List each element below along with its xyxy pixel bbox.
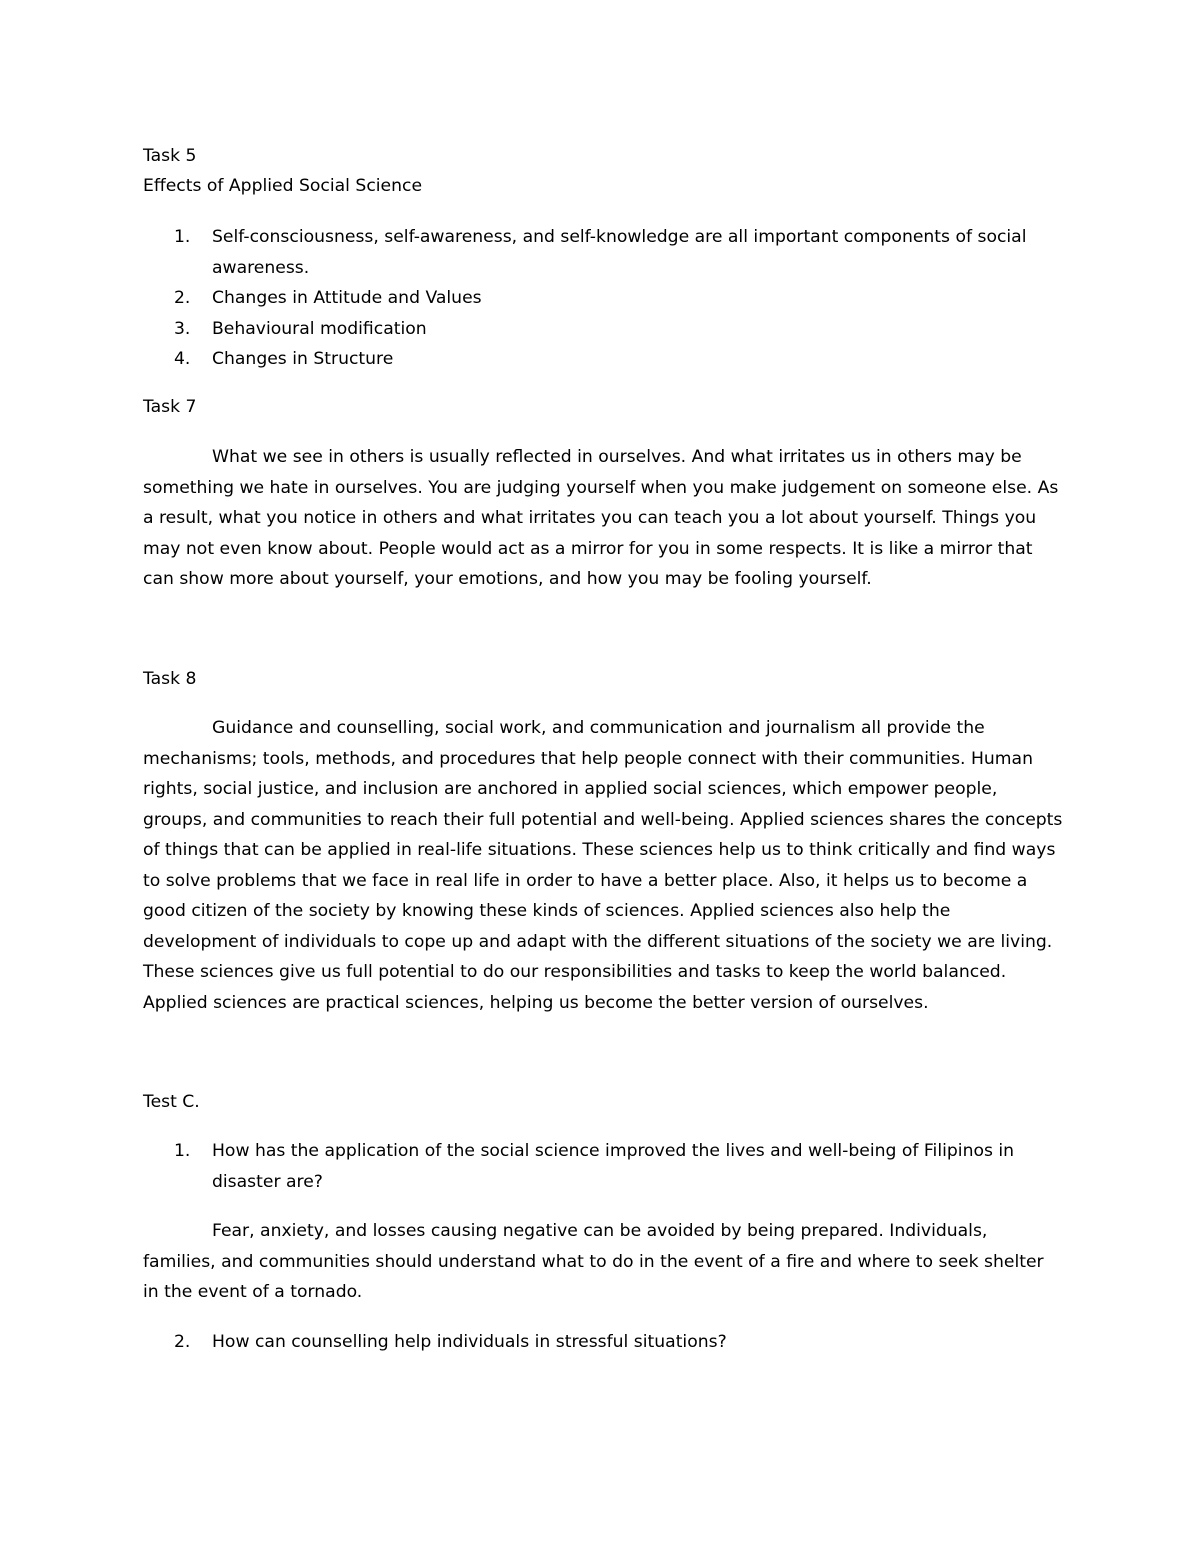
task7-paragraph-block xyxy=(143,442,1063,595)
list-item xyxy=(143,344,1063,375)
testc-answer-1-block xyxy=(143,1216,1063,1308)
testc-heading: Test C. xyxy=(143,1092,200,1112)
list-item xyxy=(143,1327,1063,1358)
list-item-number: 1. xyxy=(174,1141,191,1161)
task5-subheading: Effects of Applied Social Science xyxy=(143,176,423,196)
list-item-number: 4. xyxy=(174,349,191,369)
task5-list xyxy=(143,222,1063,375)
testc-question-2 xyxy=(143,1327,1063,1358)
list-item xyxy=(143,222,1063,283)
list-item xyxy=(143,283,1063,314)
list-item-number: 3. xyxy=(174,318,191,339)
task8-paragraph: Guidance and counselling, social work, and communication and journalism all provide the mechanisms; tools, methods, and procedures that help people connect with their communities. Human rights, social justice, and inclusion are anchored in applied social sciences, which empower people, groups, and communities to reach their full potential and well-being. Applied sciences shares the concepts of things that can be applied in real-life situations. These sciences help us to think critically and find ways to solve problems that we face in real life in order to have a better place. Also, it helps us to become a good citizen of the society by knowing these kinds of sciences. Applied sciences also help the development of individuals to cope up and adapt with the different situations of the society we are living. These sciences give us full potential to do our responsibilities and tasks to keep the world balanced. Applied sciences are practical sciences, helping us become the better version of ourselves. xyxy=(143,718,1063,1013)
list-item xyxy=(143,314,1063,345)
list-item-number: 2. xyxy=(174,1332,191,1352)
testc-question-1 xyxy=(143,1136,1063,1197)
list-item-text: Changes in Structure xyxy=(212,349,394,369)
list-item xyxy=(143,1136,1063,1197)
task7-paragraph: What we see in others is usually reflected in ourselves. And what irritates us in others may be something we hate in ourselves. You are judging yourself when you make judgement on someone else. As a result, what you notice in others and what irritates you can teach you a lot about yourself. Things you may not even know about. People would act as a mirror for you in some respects. It is like a mirror that can show more about yourself, your emotions, and how you may be fooling yourself. xyxy=(143,447,1059,589)
list-item-text: How can counselling help individuals in stressful situations? xyxy=(212,1332,727,1352)
list-item-text: Self-consciousness, self-awareness, and self-knowledge are all important components of social awareness. xyxy=(212,227,1027,278)
list-item-number: 1. xyxy=(174,227,191,247)
task7-heading: Task 7 xyxy=(143,397,197,417)
list-item-text: Behavioural modification xyxy=(212,318,427,339)
task8-heading: Task 8 xyxy=(143,669,197,689)
list-item-text: How has the application of the social science improved the lives and well-being of Filipinos in disaster are? xyxy=(212,1141,1015,1192)
list-item-number: 2. xyxy=(174,288,191,308)
task5-heading: Task 5 xyxy=(143,146,197,166)
list-item-text: Changes in Attitude and Values xyxy=(212,288,482,308)
task8-paragraph-block xyxy=(143,713,1063,1018)
testc-answer-1: Fear, anxiety, and losses causing negative can be avoided by being prepared. Individuals, families, and communities should understand what to do in the event of a fire and where to seek shelter in the event of a tornado. xyxy=(143,1221,1044,1302)
